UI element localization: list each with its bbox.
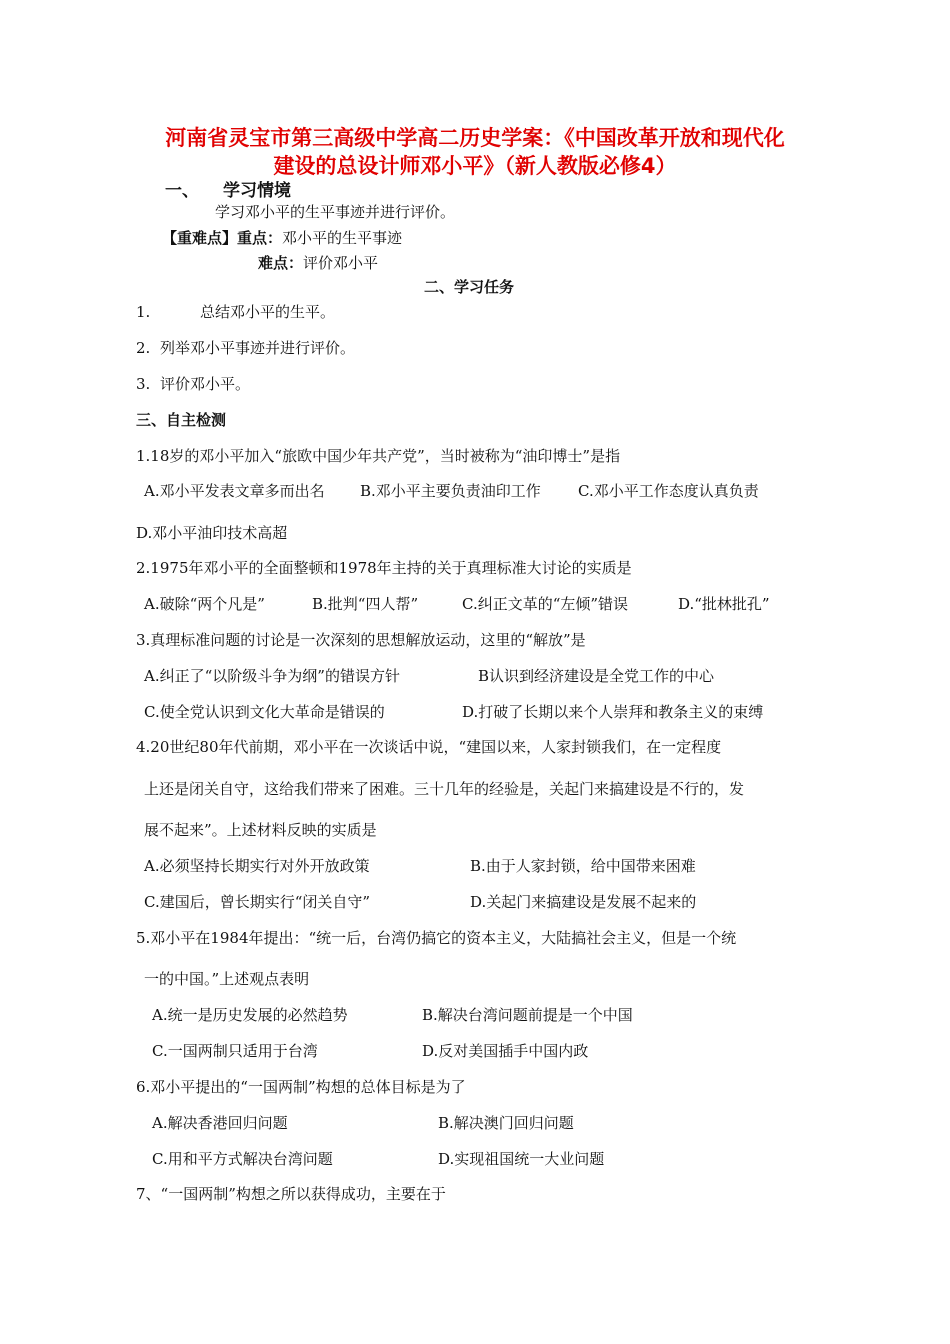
question-3-option-d: D.打破了长期以来个人崇拜和教条主义的束缚 <box>462 703 764 721</box>
section-1-line: 学习邓小平的生平事迹并进行评价。 <box>215 203 456 221</box>
question-1-option-b: B.邓小平主要负责油印工作 <box>360 482 541 500</box>
question-4-option-a: A.必须坚持长期实行对外开放政策 <box>144 857 370 875</box>
question-6-option-c: C.用和平方式解决台湾问题 <box>152 1150 333 1168</box>
section-1-number: 一、 <box>165 181 199 201</box>
question-5-option-d: D.反对美国插手中国内政 <box>422 1042 589 1060</box>
task-2-text: 列举邓小平事迹并进行评价。 <box>160 339 356 357</box>
question-5-stem-line-1: 5.邓小平在1984年提出：“统一后，台湾仍搞它的资本主义，大陆搞社会主义，但是一个统 <box>136 929 737 947</box>
question-1-stem: 1.18岁的邓小平加入“旅欧中国少年共产党”，当时被称为“油印博士”是指 <box>136 447 621 465</box>
question-2-option-d: D.“批林批孔” <box>678 595 770 613</box>
task-2-number: 2. <box>136 339 151 357</box>
question-4-stem-line-1: 4.20世纪80年代前期，邓小平在一次谈话中说，“建国以来，人家封锁我们，在一定程度 <box>136 738 722 756</box>
question-4-stem-line-2: 上还是闭关自守，这给我们带来了困难。三十几年的经验是，关起门来搞建设是不行的，发 <box>144 780 745 798</box>
question-5-option-b: B.解决台湾问题前提是一个中国 <box>422 1006 633 1024</box>
section-3-heading: 三、自主检测 <box>136 411 227 429</box>
question-5-stem-line-2: 一的中国。”上述观点表明 <box>144 970 310 988</box>
task-3-number: 3. <box>136 375 151 393</box>
task-1-number: 1. <box>136 303 151 321</box>
question-4-stem-line-3: 展不起来”。上述材料反映的实质是 <box>144 821 377 839</box>
question-5-option-a: A.统一是历史发展的必然趋势 <box>152 1006 348 1024</box>
question-4-option-b: B.由于人家封锁，给中国带来困难 <box>470 857 696 875</box>
question-2-option-a: A.破除“两个凡是” <box>144 595 265 613</box>
question-3-option-a: A.纠正了“以阶级斗争为纲”的错误方针 <box>144 667 400 685</box>
section-2-heading: 二、学习任务 <box>424 278 515 296</box>
question-3-option-c: C.使全党认识到文化大革命是错误的 <box>144 703 385 721</box>
key-point-text: 邓小平的生平事迹 <box>282 229 403 247</box>
question-1-option-a: A.邓小平发表文章多而出名 <box>144 482 325 500</box>
section-1-heading: 学习情境 <box>223 181 291 201</box>
question-7-stem: 7、“一国两制”构想之所以获得成功，主要在于 <box>136 1185 446 1203</box>
task-1-text: 总结邓小平的生平。 <box>200 303 336 321</box>
question-1-option-d: D.邓小平油印技术高超 <box>136 524 288 542</box>
question-6-option-b: B.解决澳门回归问题 <box>438 1114 574 1132</box>
key-point-label: 【重难点】重点： <box>162 229 283 247</box>
task-3-text: 评价邓小平。 <box>160 375 251 393</box>
question-6-option-a: A.解决香港回归问题 <box>152 1114 288 1132</box>
question-2-stem: 2.1975年邓小平的全面整顿和1978年主持的关于真理标准大讨论的实质是 <box>136 559 632 577</box>
question-4-option-d: D.关起门来搞建设是发展不起来的 <box>470 893 697 911</box>
key-point-row <box>162 228 402 248</box>
difficulty-text: 评价邓小平 <box>303 254 379 272</box>
document-title-line-2: 建设的总设计师邓小平》（新人教版必修4） <box>273 154 677 178</box>
difficulty-row <box>258 253 378 273</box>
difficulty-label: 难点： <box>258 254 304 272</box>
question-3-stem: 3.真理标准问题的讨论是一次深刻的思想解放运动，这里的“解放”是 <box>136 631 586 649</box>
question-6-option-d: D.实现祖国统一大业问题 <box>438 1150 605 1168</box>
question-1-option-c: C.邓小平工作态度认真负责 <box>578 482 759 500</box>
question-2-option-c: C.纠正文革的“左倾”错误 <box>462 595 629 613</box>
question-3-option-b: B认识到经济建设是全党工作的中心 <box>478 667 715 685</box>
document-title-line-1: 河南省灵宝市第三高级中学高二历史学案：《中国改革开放和现代化 <box>165 126 785 150</box>
question-4-option-c: C.建国后，曾长期实行“闭关自守” <box>144 893 371 911</box>
question-5-option-c: C.一国两制只适用于台湾 <box>152 1042 318 1060</box>
question-6-stem: 6.邓小平提出的“一国两制”构想的总体目标是为了 <box>136 1078 466 1096</box>
question-2-option-b: B.批判“四人帮” <box>312 595 419 613</box>
